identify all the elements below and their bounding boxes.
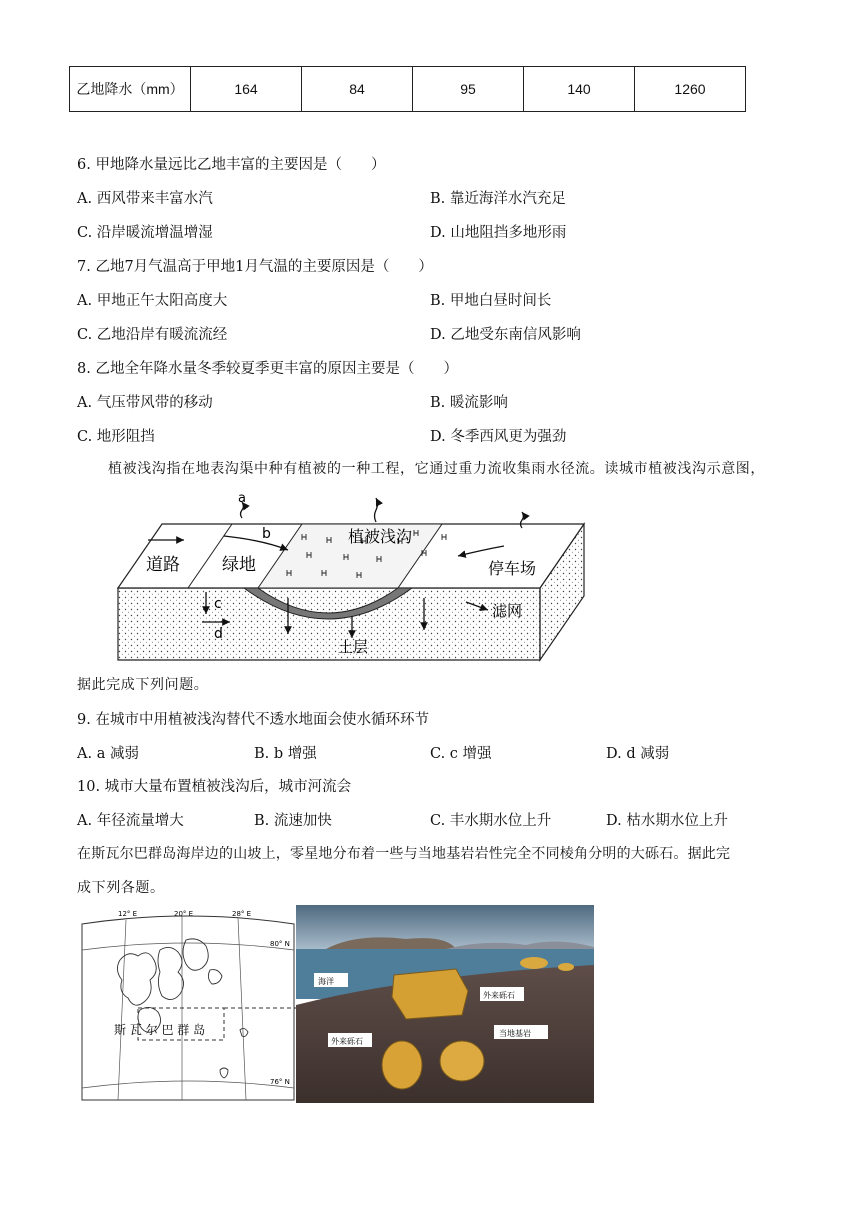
question-9-option-c[interactable]: C. c 增强 — [430, 746, 492, 762]
table-row-label: 乙地降水（mm） — [70, 67, 191, 112]
erratic-label-2: 外来砾石 — [331, 1037, 363, 1046]
question-8-option-c[interactable]: C. 地形阻挡 — [77, 429, 155, 445]
question-6-option-a[interactable]: A. 西风带来丰富水汽 — [77, 191, 213, 207]
question-10-option-b[interactable]: B. 流速加快 — [254, 813, 332, 829]
label-road: 道路 — [146, 555, 180, 575]
question-8-stem: 8. 乙地全年降水量冬季较夏季更丰富的原因主要是（ ） — [77, 361, 458, 377]
question-6-stem: 6. 甲地降水量远比乙地丰富的主要因是（ ） — [77, 157, 386, 173]
large-boulder — [392, 969, 468, 1019]
table-cell: 95 — [413, 67, 524, 112]
erratic-label-1: 外来砾石 — [483, 991, 515, 1000]
label-c: c — [214, 596, 222, 612]
label-a: a — [238, 491, 246, 506]
bedrock-label: 当地基岩 — [499, 1029, 531, 1038]
label-swale: 植被浅沟 — [348, 527, 413, 546]
lat-label-80n: 80° N — [270, 940, 290, 948]
question-9-stem: 9. 在城市中用植被浅沟替代不透水地面会使水循环环节 — [77, 712, 429, 728]
question-6-option-d[interactable]: D. 山地阻挡多地形雨 — [430, 225, 567, 241]
question-9-option-b[interactable]: B. b 增强 — [254, 746, 317, 762]
question-8-option-a[interactable]: A. 气压带风带的移动 — [77, 395, 213, 411]
label-parking: 停车场 — [488, 559, 537, 578]
question-10-option-a[interactable]: A. 年径流量增大 — [77, 813, 184, 829]
lon-label-20e: 20° E — [174, 910, 194, 918]
question-10-option-c[interactable]: C. 丰水期水位上升 — [430, 813, 552, 829]
svalbard-map — [80, 910, 296, 1102]
boulder-right — [440, 1041, 484, 1081]
question-10-stem: 10. 城市大量布置植被浅沟后，城市河流会 — [77, 779, 352, 795]
ocean-label: 海洋 — [318, 977, 334, 986]
table-cell: 1260 — [635, 67, 746, 112]
question-7-option-d[interactable]: D. 乙地受东南信风影响 — [430, 327, 581, 343]
label-b: b — [262, 526, 271, 542]
passage-vegetated-swale: 植被浅沟指在地表沟渠中种有植被的一种工程，它通过重力流收集雨水径流。读城市植被浅沟示意图， — [108, 461, 765, 477]
lat-label-76n: 76° N — [270, 1078, 290, 1086]
passage-svalbard-line1: 在斯瓦尔巴群岛海岸边的山坡上，零星地分布着一些与当地基岩岩性完全不同棱角分明的大砾石。据此完 — [77, 846, 731, 862]
question-10-option-d[interactable]: D. 枯水期水位上升 — [606, 813, 728, 829]
erratic-boulder-photo — [296, 905, 594, 1103]
table-cell: 140 — [524, 67, 635, 112]
soil-front-face — [118, 588, 540, 660]
passage-svalbard-line2: 成下列各题。 — [77, 880, 165, 896]
table-cell: 84 — [302, 67, 413, 112]
lon-label-12e: 12° E — [118, 910, 138, 918]
lon-label-28e: 28° E — [232, 910, 252, 918]
question-9-option-a[interactable]: A. a 减弱 — [77, 746, 139, 762]
question-6-option-c[interactable]: C. 沿岸暖流增温增湿 — [77, 225, 213, 241]
boulder-left — [382, 1041, 422, 1089]
passage-instruction: 据此完成下列问题。 — [77, 677, 209, 693]
label-d: d — [214, 626, 223, 642]
island-label: 斯 瓦 尔 巴 群 岛 — [114, 1023, 206, 1037]
table-row — [70, 67, 746, 112]
label-greenland: 绿地 — [222, 555, 256, 575]
small-boulder — [520, 957, 548, 969]
vegetated-swale-diagram — [112, 488, 592, 664]
question-7-option-a[interactable]: A. 甲地正午太阳高度大 — [77, 293, 228, 309]
question-7-option-c[interactable]: C. 乙地沿岸有暖流流经 — [77, 327, 228, 343]
table-cell: 164 — [191, 67, 302, 112]
question-7-stem: 7. 乙地7月气温高于甲地1月气温的主要原因是（ ） — [77, 259, 433, 275]
question-8-option-b[interactable]: B. 暖流影响 — [430, 395, 508, 411]
question-9-option-d[interactable]: D. d 减弱 — [606, 746, 670, 762]
small-boulder — [558, 963, 574, 971]
precipitation-table — [69, 66, 746, 112]
question-8-option-d[interactable]: D. 冬季西风更为强劲 — [430, 429, 567, 445]
label-soil: 土层 — [338, 638, 369, 656]
question-7-option-b[interactable]: B. 甲地白昼时间长 — [430, 293, 552, 309]
label-filter: 滤网 — [492, 602, 523, 620]
question-6-option-b[interactable]: B. 靠近海洋水汽充足 — [430, 191, 566, 207]
